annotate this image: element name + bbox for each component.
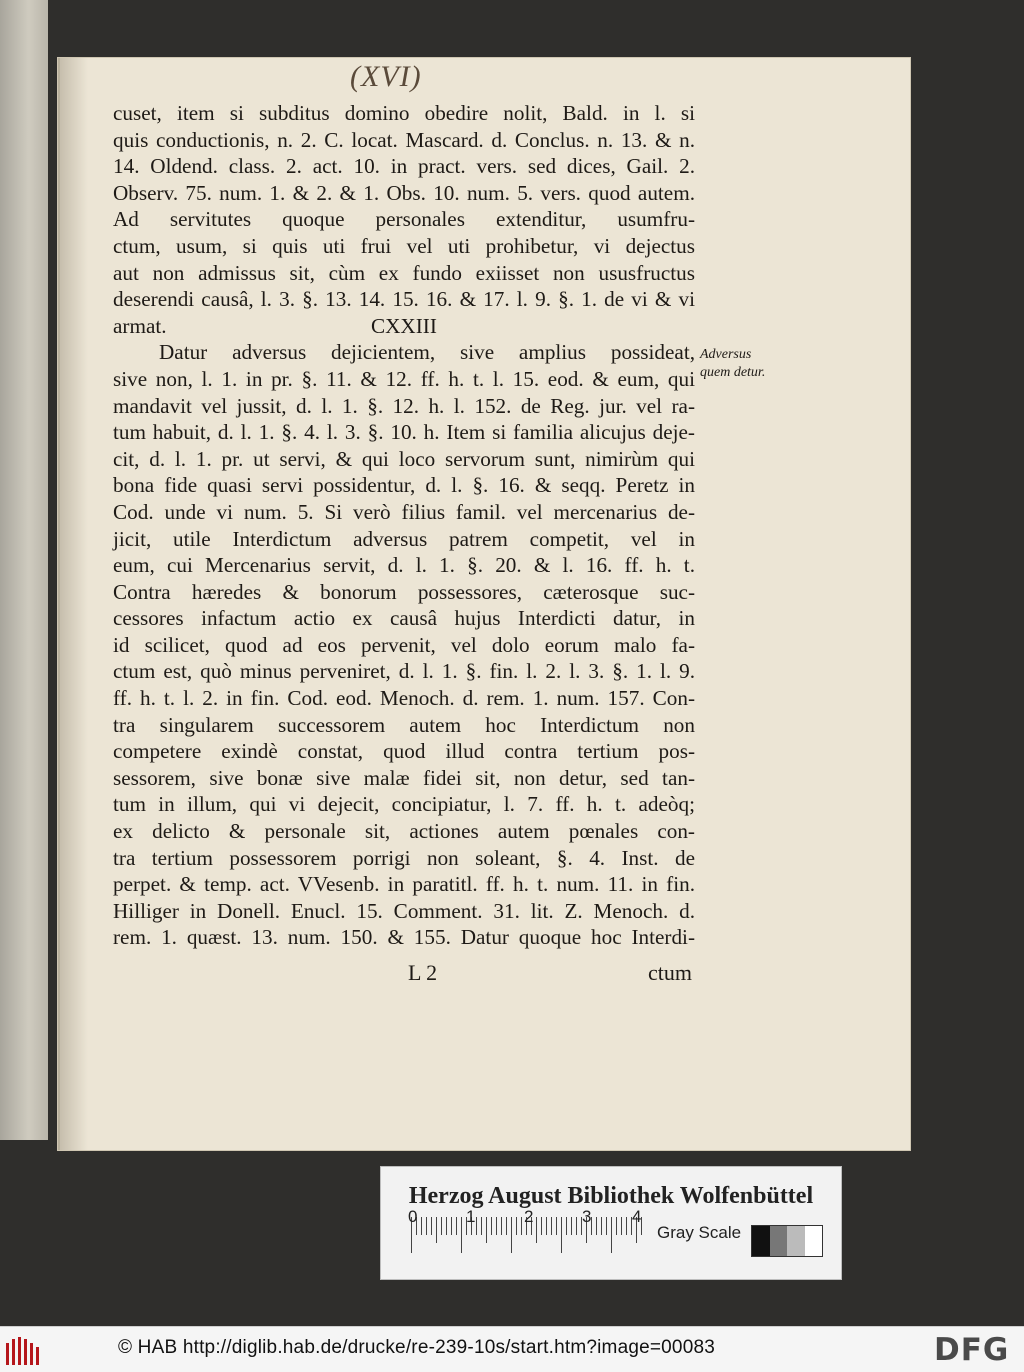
text-line: ex delicto & personale sit, actiones autem pœnales con-: [113, 819, 695, 844]
gray-swatch: [805, 1226, 823, 1256]
text-line: deserendi causâ, l. 3. §. 13. 14. 15. 16. & 17. l. 9. §. 1. de vi & vi: [113, 287, 695, 312]
text-line: sive non, l. 1. in pr. §. 11. & 12. ff. h. t. l. 15. eod. & eum, qui: [113, 366, 695, 391]
text-line: sessorem, sive bonæ sive malæ fidei sit, non detur, sed tan-: [113, 765, 695, 790]
marginal-note-line: Adversus: [700, 347, 752, 362]
ruler-tick: [431, 1217, 432, 1235]
text-line: tum in illum, qui vi dejecit, concipiatur, l. 7. ff. h. t. adeòq;: [113, 792, 695, 817]
ruler-tick: [496, 1217, 497, 1235]
text-line: bona fide quasi servi possidentur, d. l. §. 16. & seqq. Peretz in: [113, 473, 695, 498]
hab-logo-icon: [6, 1335, 42, 1365]
ruler-number: 1: [466, 1207, 476, 1226]
text-line: tra tertium possessorem porrigi non soleant, §. 4. Inst. de: [113, 845, 695, 870]
gray-swatch: [787, 1226, 805, 1256]
marginal-note: [700, 346, 765, 382]
ruler-tick: [516, 1217, 517, 1235]
ruler-tick: [621, 1217, 622, 1235]
ruler-number: 3: [582, 1207, 592, 1226]
ruler-tick: [446, 1217, 447, 1235]
folio-number: (XVI): [350, 60, 422, 93]
text-line: mandavit vel jussit, d. l. 1. §. 12. h. l. 152. de Reg. jur. vel ra-: [113, 393, 695, 418]
text-line: quis conductionis, n. 2. C. locat. Mascard. d. Conclus. n. 13. & n.: [113, 127, 695, 152]
ruler-tick: [571, 1217, 572, 1235]
ruler-tick: [521, 1217, 522, 1235]
dfg-logo: DFG: [934, 1332, 1010, 1368]
ruler-tick: [461, 1217, 462, 1253]
ruler-tick: [596, 1217, 597, 1235]
ruler-tick: [501, 1217, 502, 1235]
text-line: rem. 1. quæst. 13. num. 150. & 155. Datur quoque hoc Interdi-: [113, 925, 695, 950]
text-line: Hilliger in Donell. Enucl. 15. Comment. 31. lit. Z. Menoch. d.: [113, 898, 695, 923]
ruler-number: 4: [632, 1207, 642, 1226]
text-line: tra singularem successorem autem hoc Interdictum non: [113, 712, 695, 737]
ruler-tick: [616, 1217, 617, 1235]
ruler-tick: [456, 1217, 457, 1235]
previous-page-edge: [0, 0, 48, 1180]
page-text: [113, 100, 695, 951]
gray-swatch: [752, 1226, 770, 1256]
ruler-tick: [611, 1217, 612, 1253]
ruler-tick: [541, 1217, 542, 1235]
ruler-tick: [601, 1217, 602, 1235]
text-line: ff. h. t. l. 2. in fin. Cod. eod. Menoch. d. rem. 1. num. 157. Con-: [113, 686, 695, 711]
section-heading: CXXIII: [371, 313, 437, 338]
marginal-note-line: quem detur.: [700, 365, 766, 380]
text-line: Ad servitutes quoque personales extenditur, usumfru-: [113, 207, 695, 232]
binding-shadow: [0, 1140, 60, 1180]
text-line: Contra hæredes & bonorum possessores, cæterosque suc-: [113, 579, 695, 604]
ruler-tick: [561, 1217, 562, 1253]
ruler-tick: [481, 1217, 482, 1235]
ruler-tick: [566, 1217, 567, 1235]
page-gutter-shadow: [58, 58, 88, 1150]
text-line: eum, cui Mercenarius servit, d. l. 1. §. 20. & l. 16. ff. h. t.: [113, 553, 695, 578]
ruler-tick: [486, 1217, 487, 1243]
ruler-tick: [476, 1217, 477, 1235]
ruler-tick: [491, 1217, 492, 1235]
text-line: perpet. & temp. act. VVesenb. in paratitl. ff. h. t. num. 11. in fin.: [113, 872, 695, 897]
text-line: Cod. unde vi num. 5. Si verò filius famil. vel mercenarius de-: [113, 499, 695, 524]
ruler-tick: [576, 1217, 577, 1235]
text-line: cuset, item si subditus domino obedire nolit, Bald. in l. si: [113, 101, 695, 125]
gray-swatch: [770, 1226, 788, 1256]
library-name: Herzog August Bibliothek Wolfenbüttel: [408, 1183, 814, 1209]
ruler-tick: [536, 1217, 537, 1243]
text-line: Datur adversus dejicientem, sive amplius possideat,: [159, 340, 695, 365]
ruler-tick: [626, 1217, 627, 1235]
text-line: tum habuit, d. l. 1. §. 4. l. 3. §. 10. h. Item si familia alicujus deje-: [113, 420, 695, 445]
source-link[interactable]: © HAB http://diglib.hab.de/drucke/re-239-10s/start.htm?image=00083: [118, 1337, 716, 1358]
gray-scale-swatches: [751, 1225, 823, 1257]
ruler-tick: [421, 1217, 422, 1235]
gray-scale-label: Gray Scale: [657, 1223, 742, 1242]
ruler-tick: [551, 1217, 552, 1235]
ruler-number: 0: [408, 1207, 418, 1226]
signature-mark: L 2: [408, 960, 438, 985]
viewer-footer: [0, 1326, 1024, 1372]
text-line: Observ. 75. num. 1. & 2. & 1. Obs. 10. num. 5. vers. quod autem.: [113, 180, 695, 205]
ruler-tick: [546, 1217, 547, 1235]
ruler-number: 2: [524, 1207, 534, 1226]
text-line: competere exindè constat, quod illud contra tertium pos-: [113, 739, 695, 764]
ruler-tick: [426, 1217, 427, 1235]
text-line: ctum est, quò minus perveniret, d. l. 1. §. fin. l. 2. l. 3. §. 1. l. 9.: [113, 659, 695, 684]
text-line: armat.: [113, 313, 167, 338]
ruler-tick: [441, 1217, 442, 1235]
ruler-tick: [606, 1217, 607, 1235]
text-line: ctum, usum, si quis uti frui vel uti prohibetur, vi dejectus: [113, 233, 695, 258]
text-line: 14. Oldend. class. 2. act. 10. in pract. vers. sed dices, Gail. 2.: [113, 154, 695, 179]
text-line: jicit, utile Interdictum adversus patrem competit, vel in: [113, 526, 695, 551]
library-color-card: [380, 1166, 842, 1280]
text-line-with-heading: [113, 313, 695, 340]
ruler-tick: [451, 1217, 452, 1235]
text-line: cit, d. l. 1. pr. ut servi, & qui loco servorum sunt, nimirùm qui: [113, 446, 695, 471]
ruler-tick: [556, 1217, 557, 1235]
text-line: cessores infactum actio ex causâ hujus Interdicti datur, in: [113, 606, 695, 631]
text-line: id scilicet, quod ad eos pervenit, vel dolo eorum malo fa-: [113, 632, 695, 657]
ruler-tick: [436, 1217, 437, 1243]
ruler-tick: [511, 1217, 512, 1253]
text-line: aut non admissus sit, cùm ex fundo exiisset non ususfructus: [113, 260, 695, 285]
catchword: ctum: [648, 960, 692, 985]
ruler-tick: [506, 1217, 507, 1235]
